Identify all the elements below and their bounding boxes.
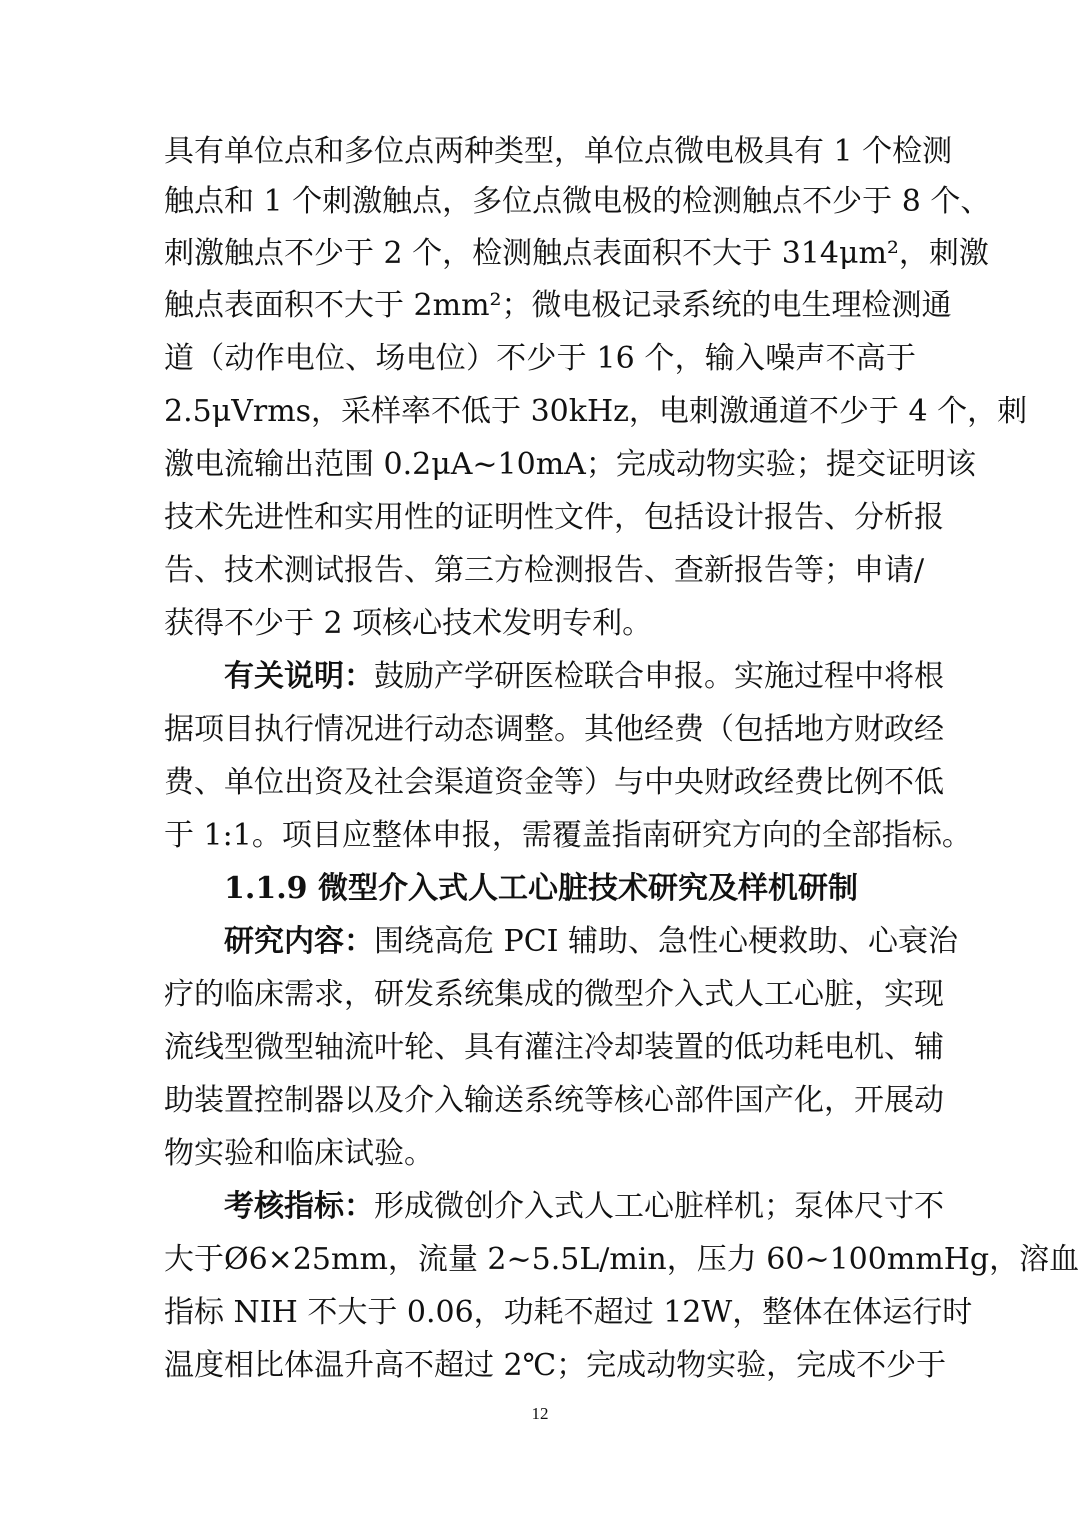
paragraph-label: 考核指标： bbox=[224, 1189, 374, 1224]
body-line: 大于Ø6×25mm，流量 2~5.5L/min，压力 60~100mmHg，溶血 bbox=[164, 1242, 1080, 1277]
paragraph-first-line bbox=[224, 652, 944, 702]
body-line: 助装置控制器以及介入输送系统等核心部件国产化，开展动 bbox=[164, 1083, 944, 1118]
body-line: 温度相比体温升高不超过 2℃；完成动物实验，完成不少于 bbox=[164, 1348, 947, 1383]
body-line: 物实验和临床试验。 bbox=[164, 1136, 434, 1171]
body-line: 流线型微型轴流叶轮、具有灌注冷却装置的低功耗电机、辅 bbox=[164, 1030, 944, 1065]
paragraph-first-line bbox=[224, 917, 959, 967]
body-line: 2.5μVrms，采样率不低于 30kHz，电刺激通道不少于 4 个，刺 bbox=[164, 394, 1028, 429]
paragraph-first-line bbox=[224, 1182, 944, 1232]
body-line: 疗的临床需求，研发系统集成的微型介入式人工心脏，实现 bbox=[164, 977, 944, 1012]
body-line: 据项目执行情况进行动态调整。其他经费（包括地方财政经 bbox=[164, 712, 944, 747]
body-line: 触点和 1 个刺激触点，多位点微电极的检测触点不少于 8 个、 bbox=[164, 184, 991, 219]
body-line: 具有单位点和多位点两种类型，单位点微电极具有 1 个检测 bbox=[164, 134, 953, 169]
body-line: 于 1:1。项目应整体申报，需覆盖指南研究方向的全部指标。 bbox=[164, 818, 972, 853]
body-line: 技术先进性和实用性的证明性文件，包括设计报告、分析报 bbox=[164, 500, 944, 535]
body-line: 获得不少于 2 项核心技术发明专利。 bbox=[164, 606, 653, 641]
paragraph-label: 有关说明： bbox=[224, 659, 374, 694]
body-line: 刺激触点不少于 2 个，检测触点表面积不大于 314μm²，刺激 bbox=[164, 236, 989, 271]
body-line: 指标 NIH 不大于 0.06，功耗不超过 12W，整体在体运行时 bbox=[164, 1295, 973, 1330]
body-line: 道（动作电位、场电位）不少于 16 个，输入噪声不高于 bbox=[164, 341, 916, 376]
section-heading: 1.1.9 微型介入式人工心脏技术研究及样机研制 bbox=[224, 871, 858, 906]
body-line: 围绕高危 PCI 辅助、急性心梗救助、心衰治 bbox=[374, 924, 959, 959]
body-line: 激电流输出范围 0.2μA~10mA；完成动物实验；提交证明该 bbox=[164, 447, 976, 482]
body-line: 费、单位出资及社会渠道资金等）与中央财政经费比例不低 bbox=[164, 765, 944, 800]
body-line: 形成微创介入式人工心脏样机；泵体尺寸不 bbox=[374, 1189, 944, 1224]
body-line: 鼓励产学研医检联合申报。实施过程中将根 bbox=[374, 659, 944, 694]
body-line: 告、技术测试报告、第三方检测报告、查新报告等；申请/ bbox=[164, 553, 925, 588]
body-line: 触点表面积不大于 2mm²；微电极记录系统的电生理检测通 bbox=[164, 288, 952, 323]
page-number: 12 bbox=[531, 1404, 549, 1423]
paragraph-label: 研究内容： bbox=[224, 924, 374, 959]
